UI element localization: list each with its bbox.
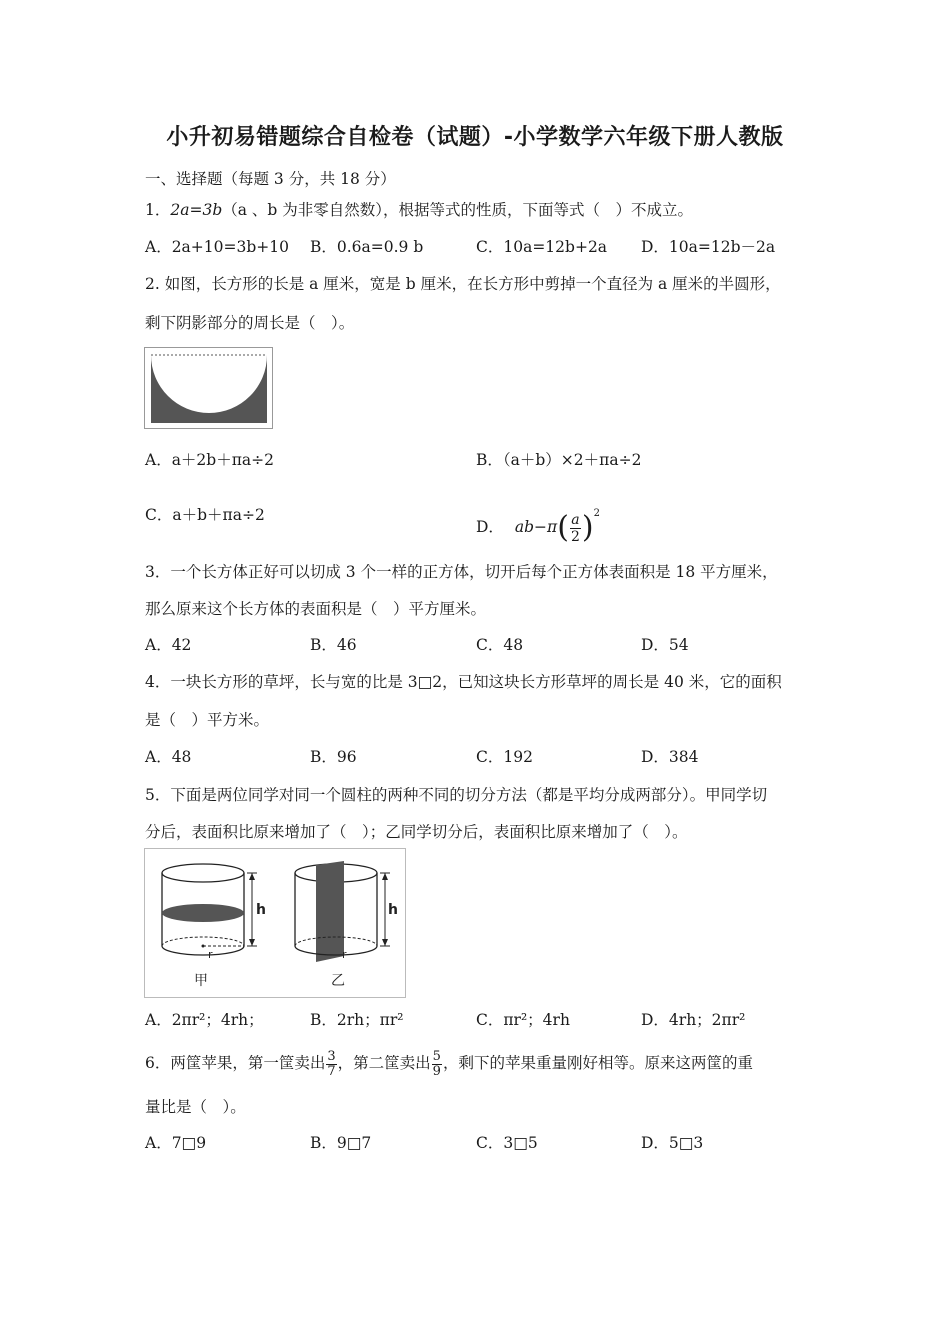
label-yi: 乙: [331, 973, 345, 989]
rectangle-semicircle-figure: [144, 347, 274, 429]
label-jia: 甲: [194, 973, 208, 989]
q6-option-a[interactable]: A．7□9: [145, 1134, 207, 1152]
q6-option-d[interactable]: D．5□3: [641, 1134, 704, 1152]
q5-option-a[interactable]: A．2πr²；4rh；: [145, 1011, 264, 1029]
q2-option-d-numerator: a: [571, 511, 580, 528]
q3-option-d[interactable]: D．54: [641, 636, 689, 654]
q5-option-d[interactable]: D．4rh；2πr²: [641, 1011, 746, 1029]
question-4-line-2: 是（ ）平方米。: [145, 711, 270, 729]
q1-option-a[interactable]: A．2a+10=3b+10: [145, 238, 289, 256]
question-4-line-1: 4．一块长方形的草坪，长与宽的比是 3□2，已知这块长方形草坪的周长是 40 米，它的面积: [145, 673, 782, 691]
q2-option-d-prefix: D．: [476, 518, 504, 536]
question-5-line-2: 分后，表面积比原来增加了（ ）；乙同学切分后，表面积比原来增加了（ ）。: [145, 823, 688, 841]
q3-option-a[interactable]: A．42: [145, 636, 192, 654]
q1-equation: 2a=3b: [170, 201, 223, 219]
question-3-line-2: 那么原来这个长方体的表面积是（ ）平方厘米。: [145, 600, 487, 618]
question-6-line-1: [145, 1046, 753, 1080]
question-5-line-1: 5．下面是两位同学对同一个圆柱的两种不同的切分方法（都是平均分成两部分）。甲同学切: [145, 786, 768, 804]
q4-option-d[interactable]: D．384: [641, 748, 699, 766]
label-r-2: r: [342, 948, 347, 961]
q2-option-a[interactable]: A．a＋2b＋πa÷2: [145, 451, 274, 469]
q4-option-b[interactable]: B．96: [310, 748, 357, 766]
question-3-line-1: 3．一个长方体正好可以切成 3 个一样的正方体，切开后每个正方体表面积是 18 平方厘米，: [145, 563, 778, 581]
q6-frac1-denominator: 7: [327, 1063, 336, 1079]
q6-frac1-numerator: 3: [327, 1048, 336, 1064]
q6-frac2-denominator: 9: [432, 1063, 441, 1079]
q2-option-b[interactable]: B．（a＋b）×2＋πa÷2: [476, 451, 642, 469]
q3-option-c[interactable]: C．48: [476, 636, 524, 654]
question-2-line-1: 2. 如图，长方形的长是 a 厘米，宽是 b 厘米，在长方形中剪掉一个直径为 a 厘米的半圆形，: [145, 275, 781, 293]
q1-number: 1．: [145, 201, 171, 219]
q6-text-b: ，第二筐卖出: [337, 1054, 431, 1072]
q4-option-c[interactable]: C．192: [476, 748, 533, 766]
q1-option-c[interactable]: C．10a=12b+2a: [476, 238, 608, 256]
q2-option-c[interactable]: C．a＋b＋πa÷2: [145, 506, 265, 524]
question-6-line-2: 量比是（ ）。: [145, 1098, 246, 1116]
q2-option-d-exponent: 2: [593, 508, 600, 519]
cylinder-cut-figure: [144, 848, 406, 998]
q6-option-c[interactable]: C．3□5: [476, 1134, 538, 1152]
q1-option-d[interactable]: D．10a=12b－2a: [641, 238, 776, 256]
label-r-1: r: [208, 948, 213, 961]
q6-option-b[interactable]: B．9□7: [310, 1134, 372, 1152]
question-1: [145, 199, 693, 221]
q4-option-a[interactable]: A．48: [145, 748, 192, 766]
q5-option-b[interactable]: B．2rh；πr²: [310, 1011, 404, 1029]
q6-text-a: 6．两筐苹果，第一筐卖出: [145, 1054, 326, 1072]
q2-option-d-expr: ab−π: [514, 518, 558, 536]
q3-option-b[interactable]: B．46: [310, 636, 357, 654]
section-heading: 一、选择题（每题 3 分，共 18 分）: [145, 170, 396, 188]
q6-text-c: ，剩下的苹果重量刚好相等。原来这两筐的重: [442, 1054, 753, 1072]
q6-frac2-numerator: 5: [432, 1048, 441, 1064]
label-h-2: h: [388, 902, 398, 918]
page-title: 小升初易错题综合自检卷（试题）-小学数学六年级下册人教版: [166, 125, 784, 150]
q2-option-d-denominator: 2: [570, 528, 580, 545]
label-h-1: h: [256, 902, 266, 918]
q1-option-b[interactable]: B．0.6a=0.9 b: [310, 238, 424, 256]
q1-text: （a 、b 为非零自然数），根据等式的性质，下面等式（ ）不成立。: [222, 201, 694, 219]
q5-option-c[interactable]: C．πr²；4rh: [476, 1011, 570, 1029]
q2-option-d[interactable]: D． ab−π( $\frac{a}{2}$ )$^2$: [476, 508, 600, 545]
question-2-line-2: 剩下阴影部分的周长是（ ）。: [145, 314, 355, 332]
